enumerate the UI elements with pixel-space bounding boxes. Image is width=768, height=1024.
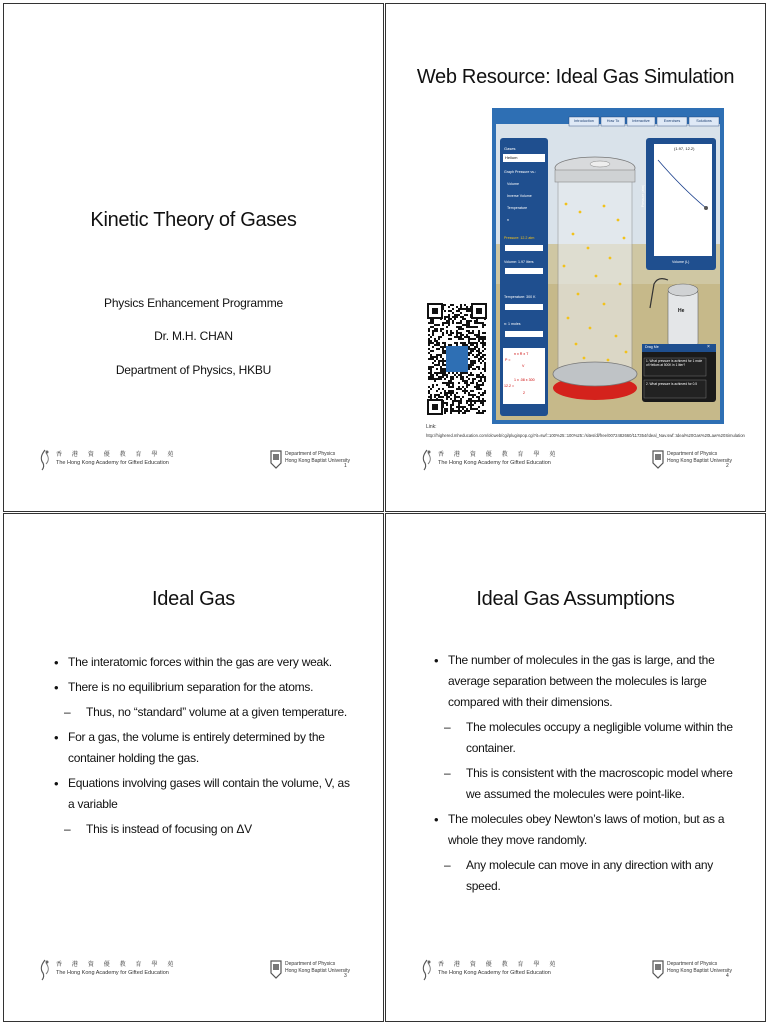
slide-title: Kinetic Theory of Gases — [90, 209, 297, 231]
department-line-2: Hong Kong Baptist University — [285, 458, 351, 464]
formula-p: P = — [505, 358, 511, 362]
graph-option-temperature[interactable]: Temperature — [507, 206, 528, 210]
gas-select[interactable]: Helium — [505, 155, 518, 160]
academy-logo-icon — [38, 449, 52, 471]
graph-option-n[interactable]: n — [507, 218, 509, 222]
bullet-list — [54, 652, 354, 844]
temperature-label: Temperature: 300 K — [504, 295, 536, 299]
tab-solutions[interactable]: Solutions — [696, 119, 712, 123]
department-name: Department of Physics, HKBU — [115, 363, 272, 377]
formula-numerator: n x R x T — [514, 352, 529, 356]
bullet-item: • For a gas, the volume is entirely determined by the container holding the gas. — [54, 727, 354, 769]
slide-title: Ideal Gas — [152, 588, 235, 610]
sub-bullet-item: – The molecules occupy a negligible volume within the container. — [444, 717, 734, 759]
simulation-scene — [492, 108, 724, 424]
bullet-item: • The interatomic forces within the gas are very weak. — [54, 652, 354, 673]
academy-name-english: The Hong Kong Academy for Gifted Education — [56, 460, 169, 466]
slide-2 — [385, 3, 766, 512]
bullet-list — [434, 650, 734, 901]
slide-footer — [4, 957, 383, 985]
academy-name-english: The Hong Kong Academy for Gifted Education — [438, 460, 551, 466]
question-1[interactable]: 1. What pressure is achieved for 1 mole of Helium at 500K in 1 liter? — [646, 359, 703, 367]
academy-logo-icon — [38, 959, 52, 981]
formula-result: 12.2 = — [504, 384, 515, 388]
slide-footer — [4, 447, 383, 475]
academy-name-chinese: 香 港 資 優 教 育 學 苑 — [438, 451, 560, 458]
sub-bullet-item: – Any molecule can move in any direction with any speed. — [444, 855, 734, 897]
formula-divisor: 2 — [523, 391, 525, 395]
plot-x-axis-label: Volume (L) — [672, 260, 690, 264]
academy-logo-icon — [420, 959, 434, 981]
moles-label: n: 1 moles — [504, 322, 521, 326]
volume-label: Volume: 1.97 liters — [504, 260, 534, 264]
programme-name: Physics Enhancement Programme — [104, 296, 283, 310]
department-logo-icon — [652, 449, 664, 469]
plot-point-label: (1.97, 12.2) — [674, 146, 695, 151]
department-line-1: Department of Physics — [285, 961, 336, 967]
department-line-2: Hong Kong Baptist University — [285, 968, 351, 974]
sub-bullet-item: – Thus, no “standard” volume at a given temperature. — [64, 702, 354, 723]
tank-label: He — [678, 308, 685, 314]
link-label: Link: — [426, 424, 437, 430]
department-line-1: Department of Physics — [667, 961, 718, 967]
formula-denominator: V — [522, 364, 525, 368]
bullet-item: • There is no equilibrium separation for the atoms. — [54, 677, 354, 698]
question-2[interactable]: 2. What pressure is achieved for 0.5 — [646, 382, 698, 386]
department-line-2: Hong Kong Baptist University — [667, 458, 733, 464]
plot-y-axis-label: Pressure (atm) — [641, 184, 646, 208]
academy-name-chinese: 香 港 資 優 教 育 學 苑 — [438, 961, 560, 968]
slide-footer — [386, 957, 765, 985]
slide-4 — [385, 513, 766, 1022]
slide-1 — [3, 3, 384, 512]
bullet-item: • Equations involving gases will contain the volume, V, as a variable — [54, 773, 354, 815]
graph-option-volume[interactable]: Volume — [507, 182, 519, 186]
department-logo-icon — [270, 449, 282, 469]
page-number: 3 — [344, 973, 347, 979]
page-number: 1 — [344, 463, 347, 469]
academy-name-chinese: 香 港 資 優 教 育 學 苑 — [56, 451, 178, 458]
simulation-screenshot[interactable] — [492, 108, 724, 424]
academy-name-english: The Hong Kong Academy for Gifted Education — [438, 970, 551, 976]
department-line-1: Department of Physics — [285, 451, 336, 457]
author-name: Dr. M.H. CHAN — [154, 329, 233, 343]
drag-me-title[interactable]: Drag Me — [645, 345, 659, 349]
bullet-item: • The molecules obey Newton’s laws of motion, but as a whole they move randomly. — [434, 809, 734, 851]
page-number: 2 — [726, 463, 729, 469]
slide-title: Ideal Gas Assumptions — [476, 588, 675, 610]
close-icon[interactable]: × — [707, 344, 710, 350]
qr-code-icon — [426, 302, 488, 416]
slide-title: Web Resource: Ideal Gas Simulation — [416, 66, 735, 88]
slide-3 — [3, 513, 384, 1022]
tab-interactive[interactable]: Interactive — [632, 119, 650, 123]
tab-introduction[interactable]: Introduction — [574, 119, 594, 123]
link-url[interactable]: http://highered.mheducation.com/olcweb/cgi/pluginpop.cgi?it=swf::100%25::100%25::/sites/dl/free/0072482660/117354/Ideal_Nav.swf::Ideal%20Gas%20Law%20Simulation — [426, 433, 745, 438]
academy-logo-icon — [420, 449, 434, 471]
graph-option-inverse-volume[interactable]: Inverse Volume — [507, 194, 532, 198]
tab-exercises[interactable]: Exercises — [663, 119, 681, 123]
sub-bullet-item: – This is instead of focusing on ΔV — [64, 819, 354, 840]
sub-bullet-item: – This is consistent with the macroscopic model where we assumed the molecules were point-like. — [444, 763, 734, 805]
page-number: 4 — [726, 973, 729, 979]
department-line-2: Hong Kong Baptist University — [667, 968, 733, 974]
department-logo-icon — [652, 959, 664, 979]
formula-values: 1 x .08 x 300 — [514, 378, 535, 382]
gases-label: Gases — [504, 146, 516, 151]
pressure-label: Pressure: 12.2 atm — [504, 236, 535, 240]
bullet-item: • The number of molecules in the gas is large, and the average separation between the molecules is large compared with their dimensions. — [434, 650, 734, 713]
academy-name-english: The Hong Kong Academy for Gifted Education — [56, 970, 169, 976]
tab-how-to[interactable]: How To — [606, 119, 620, 123]
academy-name-chinese: 香 港 資 優 教 育 學 苑 — [56, 961, 178, 968]
department-line-1: Department of Physics — [667, 451, 718, 457]
department-logo-icon — [270, 959, 282, 979]
graph-label: Graph Pressure vs.: — [504, 170, 536, 174]
slide-footer — [386, 447, 765, 475]
